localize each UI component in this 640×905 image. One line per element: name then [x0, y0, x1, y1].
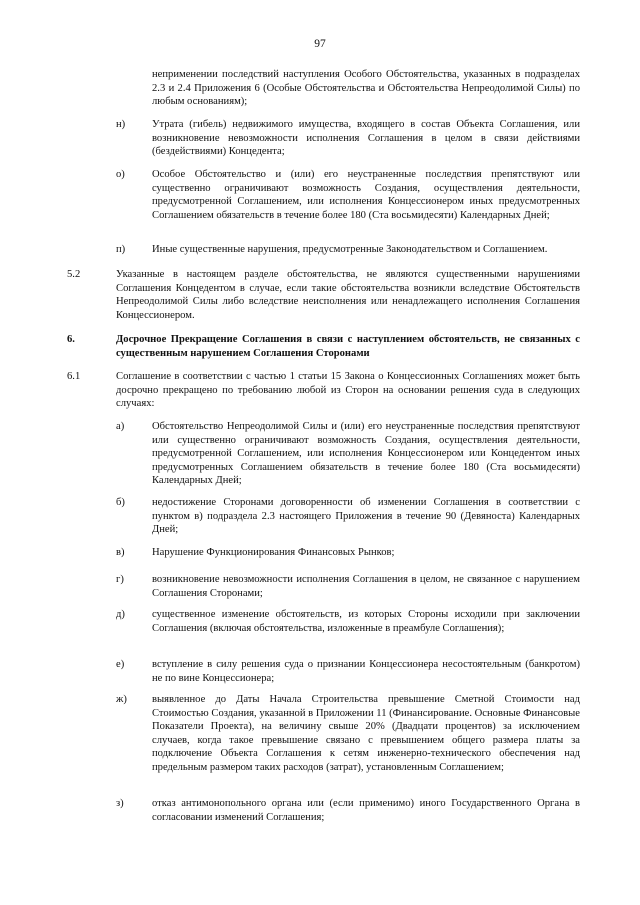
paragraph-text: неприменении последствий наступления Особого Обстоятельства, указанных в подразделах 2.3 и 2.4 Приложения 6 (Особые Обстоятельства и Обстоятельства Непреодолимой Силы) по любым основаниям);: [152, 69, 580, 108]
section-number: 6.: [67, 334, 75, 345]
list-item-text: вступление в силу решения суда о признании Концессионера несостоятельным (банкротом) не по вине Концессионера;: [152, 659, 580, 684]
list-item-text: возникновение невозможности исполнения Соглашения в целом, не связанное с нарушением Соглашения Сторонами;: [152, 574, 580, 599]
section-number: 6.1: [67, 371, 81, 382]
list-item-text: недостижение Сторонами договоренности об изменении Соглашения в соответствии с пунктом в) подраздела 2.3 настоящего Приложения в течение 90 (Девяноста) Календарных Дней;: [152, 497, 580, 536]
list-item-text: отказ антимонопольного органа или (если применимо) иного Государственного Органа в согласовании изменений Соглашения;: [152, 798, 580, 823]
list-item-text: существенное изменение обстоятельств, из которых Стороны исходили при заключении Соглашения (включая обстоятельства, изложенные в преамбуле Соглашения);: [152, 609, 580, 634]
list-marker: а): [116, 421, 125, 432]
list-item-text: выявленное до Даты Начала Строительства превышение Сметной Стоимости над Стоимостью Создания, указанной в Приложении 11 (Финансирование. Основные Финансовые Показатели Проекта), на величину свыше 20% (Двадцати процентов) за исключением случаев, когда такое превышение связано с превышением общего размера платы за подключение Объекта Соглашения к сетям инженерно-технического обеспечения над предельным размером таких расходов (затрат), установленным Соглашением;: [152, 694, 580, 773]
list-marker: о): [116, 169, 125, 180]
list-item-text: Обстоятельство Непреодолимой Силы и (или) его неустраненные последствия препятствуют или существенно ограничивают возможность Создания, осуществления деятельности, предусмотренной Соглашением, или исполнения Концессионером или Концедентом иных предусмотренных Соглашением обязательств в течение более 180 (Ста восьмидесяти) Календарных Дней;: [152, 421, 580, 487]
list-marker: б): [116, 497, 125, 508]
list-marker: п): [116, 244, 126, 255]
list-item-text: Особое Обстоятельство и (или) его неустраненные последствия препятствуют или существенно ограничивают возможность Создания, осуществления деятельности, предусмотренной Соглашением, или исполнения Концессионером иных предусмотренных Соглашением обязательств в течение более 180 (Ста восьмидесяти) Календарных Дней;: [152, 169, 580, 221]
section-text: Соглашение в соответствии с частью 1 статьи 15 Закона о Концессионных Соглашениях может быть досрочно прекращено по требованию любой из Сторон на основании решения суда в следующих случаях:: [116, 371, 580, 410]
section-number: 5.2: [67, 269, 81, 280]
list-marker: в): [116, 547, 125, 558]
section-heading: Досрочное Прекращение Соглашения в связи с наступлением обстоятельств, не связанных с существенным нарушением Соглашения Сторонами: [116, 334, 580, 359]
page-number: 97: [314, 38, 326, 50]
list-marker: г): [116, 574, 124, 585]
list-item-text: Иные существенные нарушения, предусмотренные Законодательством и Соглашением.: [152, 244, 548, 255]
list-marker: ж): [116, 694, 127, 705]
list-marker: з): [116, 798, 124, 809]
list-marker: е): [116, 659, 125, 670]
section-text: Указанные в настоящем разделе обстоятельства, не являются существенными нарушениями Соглашения Концедентом в случае, если такие обстоятельства возникли вследствие Обстоятельств Непреодолимой Силы либо вследствие неисполнения или ненадлежащего исполнения Соглашения Концессионером.: [116, 269, 580, 321]
list-marker: н): [116, 119, 126, 130]
list-item-text: Нарушение Функционирования Финансовых Рынков;: [152, 547, 395, 558]
list-marker: д): [116, 609, 125, 620]
list-item-text: Утрата (гибель) недвижимого имущества, входящего в состав Объекта Соглашения, или возникновение невозможности исполнения Соглашения в целом в связи действиями (бездействиями) Концедента;: [152, 119, 580, 158]
